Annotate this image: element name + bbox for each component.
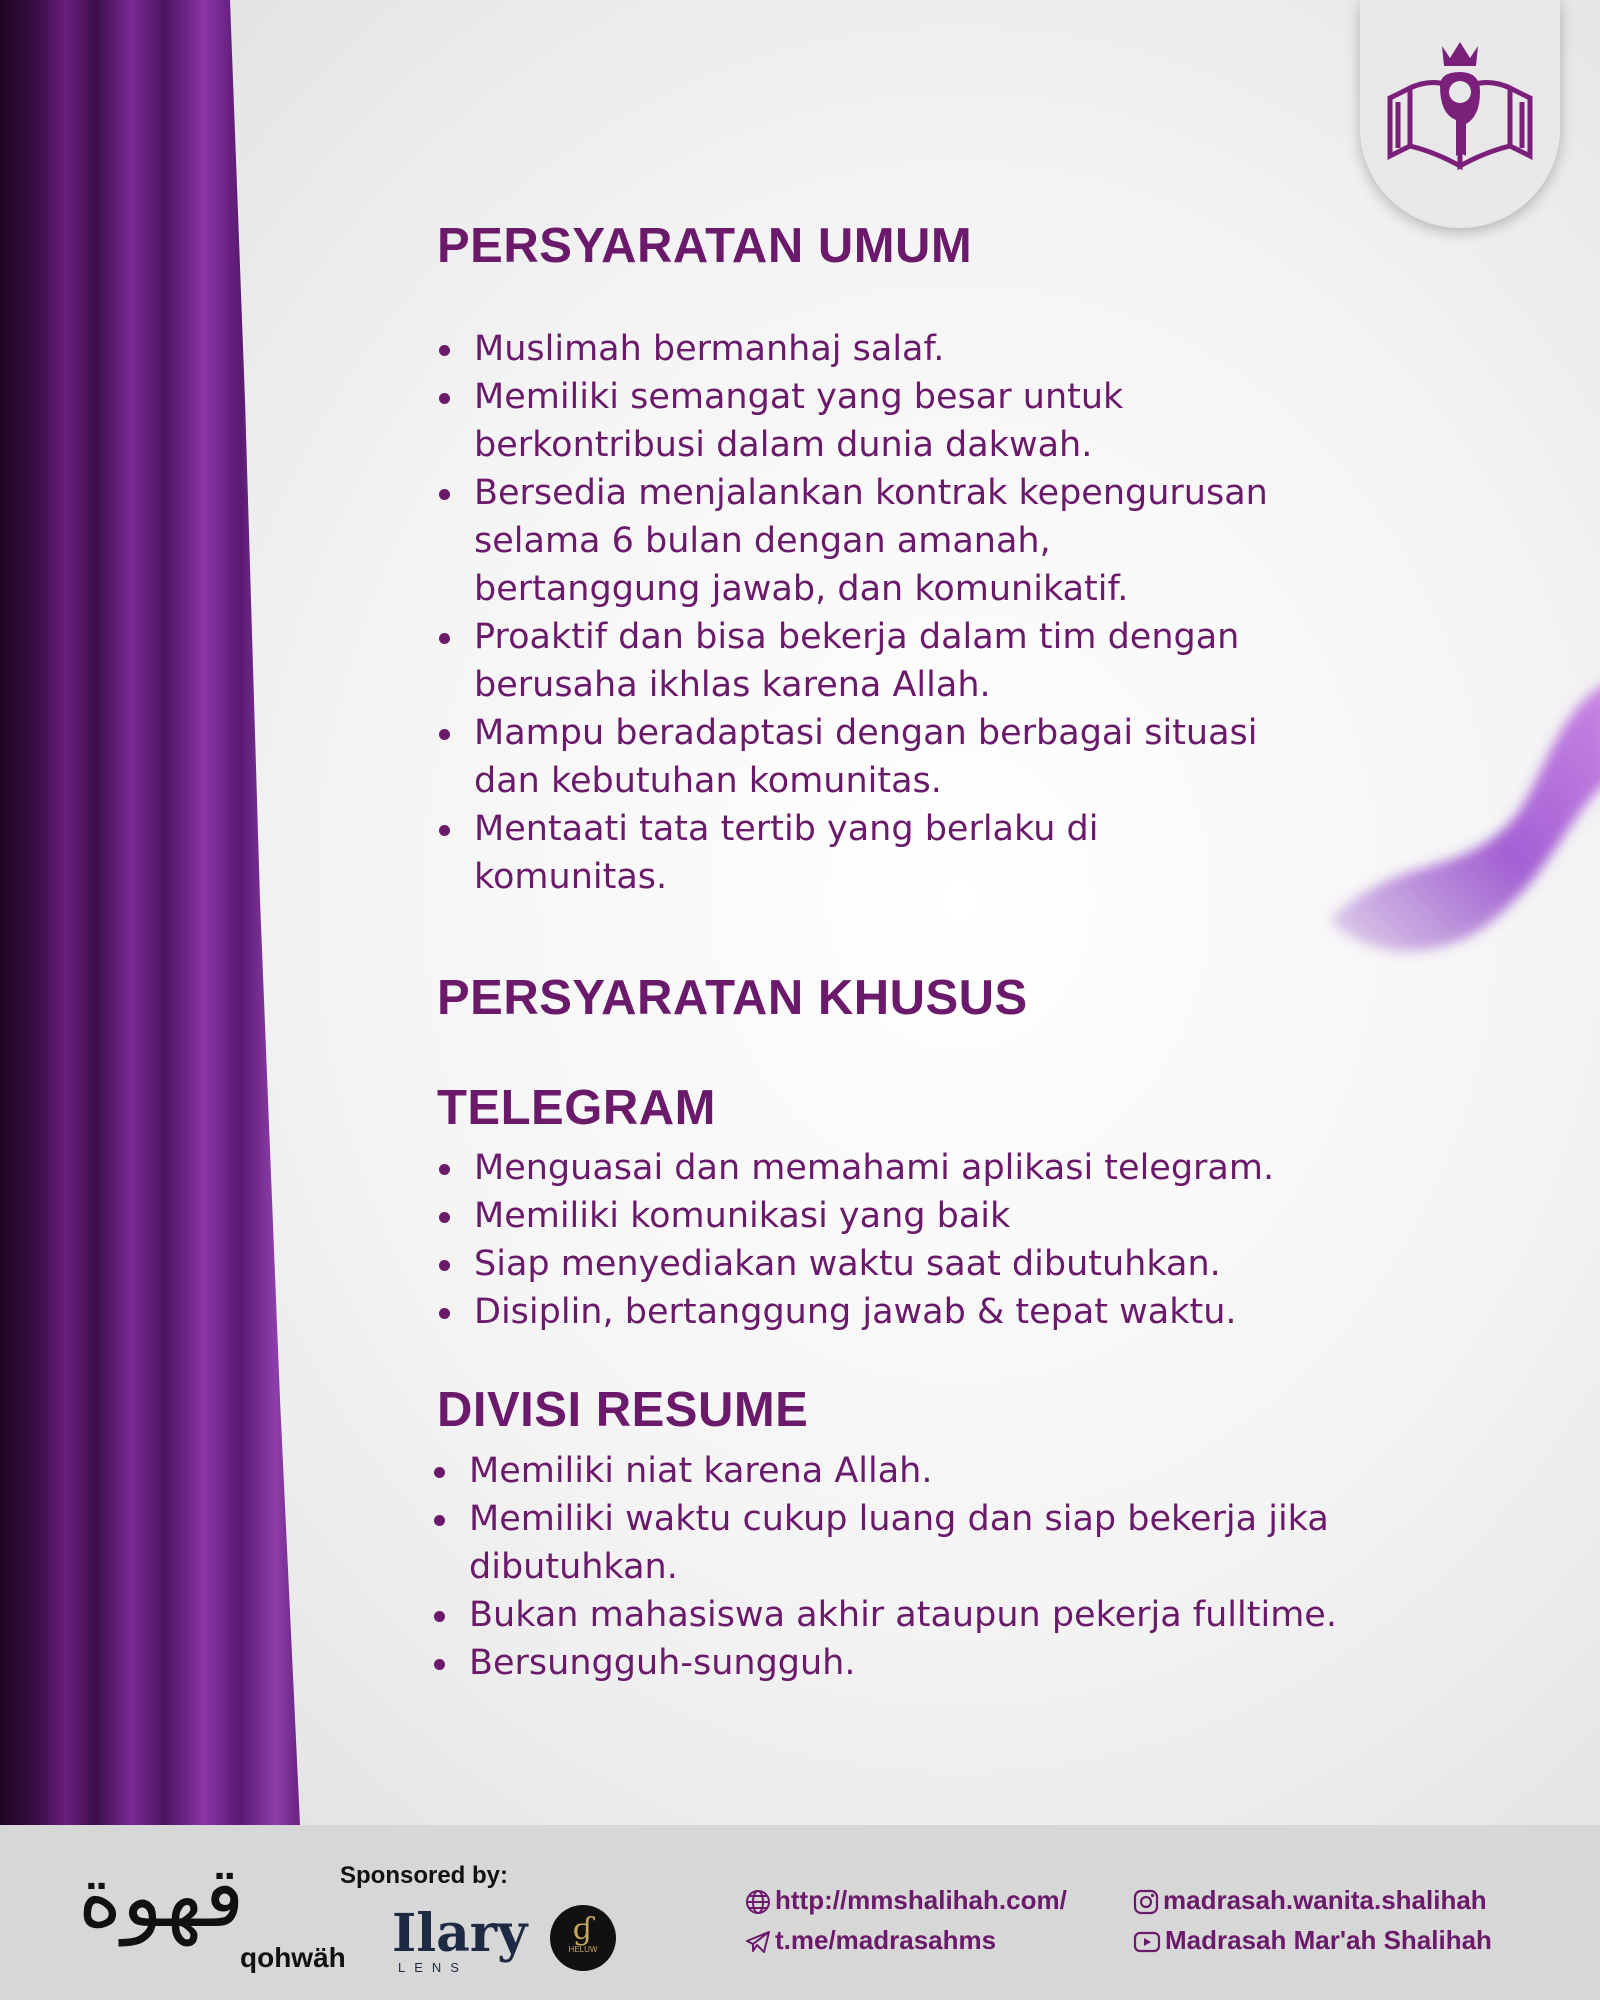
list-item: Bukan mahasiswa akhir ataupun pekerja fulltime. <box>432 1591 1352 1639</box>
heluw-logo <box>550 1905 616 1971</box>
telegram-icon <box>745 1929 771 1955</box>
youtube-icon <box>1133 1930 1161 1954</box>
list-item: Mentaati tata tertib yang berlaku di komunitas. <box>437 805 1287 901</box>
instagram-handle: madrasah.wanita.shalihah <box>1163 1885 1487 1915</box>
logo-badge <box>1360 0 1560 228</box>
curtain-shadow <box>220 0 310 1825</box>
list-item: Proaktif dan bisa bekerja dalam tim dengan berusaha ikhlas karena Allah. <box>437 613 1287 709</box>
qohwah-arabic-logo: قهوة <box>78 1848 245 1946</box>
heluw-logo-text: HELUW <box>568 1945 598 1954</box>
telegram-requirements-list <box>437 1144 1337 1336</box>
list-item: Muslimah bermanhaj salaf. <box>437 325 1287 373</box>
list-item: Memiliki niat karena Allah. <box>432 1447 1352 1495</box>
general-requirements-heading: PERSYARATAN UMUM <box>437 219 973 273</box>
list-item: Bersungguh-sungguh. <box>432 1639 1352 1687</box>
telegram-link[interactable] <box>745 1925 996 1956</box>
ilary-logo: Ilary <box>392 1903 528 1964</box>
website-link[interactable] <box>745 1885 1067 1916</box>
youtube-link[interactable] <box>1133 1925 1492 1956</box>
purple-swoosh-decoration <box>1310 660 1600 980</box>
telegram-heading: TELEGRAM <box>437 1081 716 1135</box>
website-url: http://mmshalihah.com/ <box>775 1885 1067 1915</box>
general-requirements-list <box>437 325 1287 901</box>
instagram-icon <box>1133 1889 1159 1915</box>
list-item: Memiliki semangat yang besar untuk berkontribusi dalam dunia dakwah. <box>437 373 1287 469</box>
list-item: Disiplin, bertanggung jawab & tepat waktu. <box>437 1288 1337 1336</box>
list-item: Mampu beradaptasi dengan berbagai situasi dan kebutuhan komunitas. <box>437 709 1287 805</box>
list-item: Memiliki komunikasi yang baik <box>437 1192 1337 1240</box>
heluw-glyph-icon: ɠ <box>572 1912 594 1947</box>
list-item: Bersedia menjalankan kontrak kepengurusan selama 6 bulan dengan amanah, bertanggung jawab, dan komunikatif. <box>437 469 1287 613</box>
youtube-channel: Madrasah Mar'ah Shalihah <box>1165 1925 1492 1955</box>
list-item: Menguasai dan memahami aplikasi telegram. <box>437 1144 1337 1192</box>
instagram-link[interactable] <box>1133 1885 1487 1916</box>
sponsored-label: Sponsored by: <box>340 1862 509 1889</box>
resume-requirements-list <box>432 1447 1352 1687</box>
resume-division-heading: DIVISI RESUME <box>437 1383 809 1437</box>
qohwah-logo-text: qohwäh <box>240 1942 346 1973</box>
special-requirements-heading: PERSYARATAN KHUSUS <box>437 971 1028 1025</box>
globe-icon <box>745 1889 771 1915</box>
madrasah-logo-icon <box>1380 28 1540 178</box>
list-item: Siap menyediakan waktu saat dibutuhkan. <box>437 1240 1337 1288</box>
ilary-lens-subtext: LENS <box>398 1960 468 1975</box>
telegram-url: t.me/madrasahms <box>775 1925 997 1955</box>
list-item: Memiliki waktu cukup luang dan siap bekerja jika dibutuhkan. <box>432 1495 1352 1591</box>
